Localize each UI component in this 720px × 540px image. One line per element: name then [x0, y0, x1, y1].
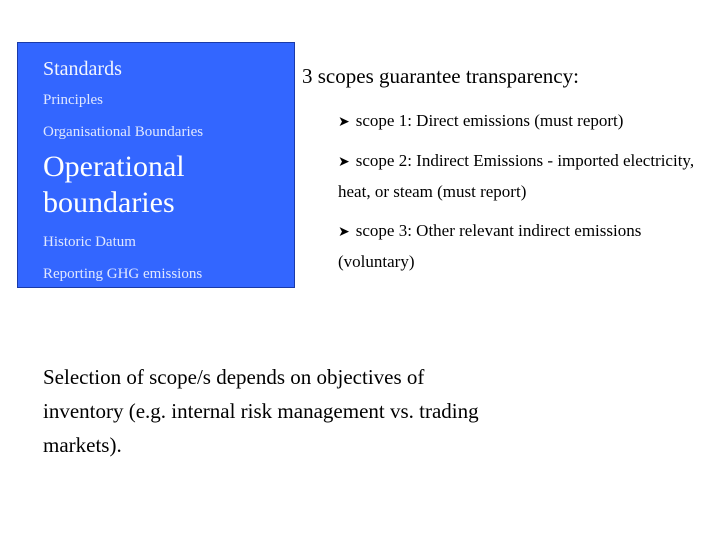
scope-3-bullet [338, 216, 708, 277]
section-heading: 3 scopes guarantee transparency: [302, 64, 579, 88]
nav-item-organisational-boundaries[interactable]: Organisational Boundaries [43, 124, 204, 140]
nav-item-standards[interactable]: Standards [43, 58, 122, 80]
scope-2-text: scope 2: Indirect Emissions - imported electricity, heat, or steam (must report) [338, 151, 695, 201]
nav-item-reporting-ghg-emissions[interactable]: Reporting GHG emissions [43, 266, 203, 282]
arrow-bullet-icon: ➤ [338, 224, 350, 240]
scope-1-bullet [338, 106, 708, 137]
scope-3-text: scope 3: Other relevant indirect emissions (voluntary) [338, 221, 642, 271]
arrow-bullet-icon: ➤ [338, 154, 350, 170]
scope-1-text: scope 1: Direct emissions (must report) [355, 111, 624, 130]
nav-item-principles[interactable]: Principles [43, 92, 103, 108]
scope-selection-note: Selection of scope/s depends on objectives of inventory (e.g. internal risk management vs. trading markets). [43, 365, 479, 457]
nav-item-historic-datum[interactable]: Historic Datum [43, 234, 136, 250]
arrow-bullet-icon: ➤ [338, 114, 350, 130]
nav-item-operational-boundaries-active[interactable]: Operational boundaries [43, 150, 185, 219]
scope-2-bullet [338, 146, 708, 207]
topic-navigation-panel [17, 42, 295, 288]
